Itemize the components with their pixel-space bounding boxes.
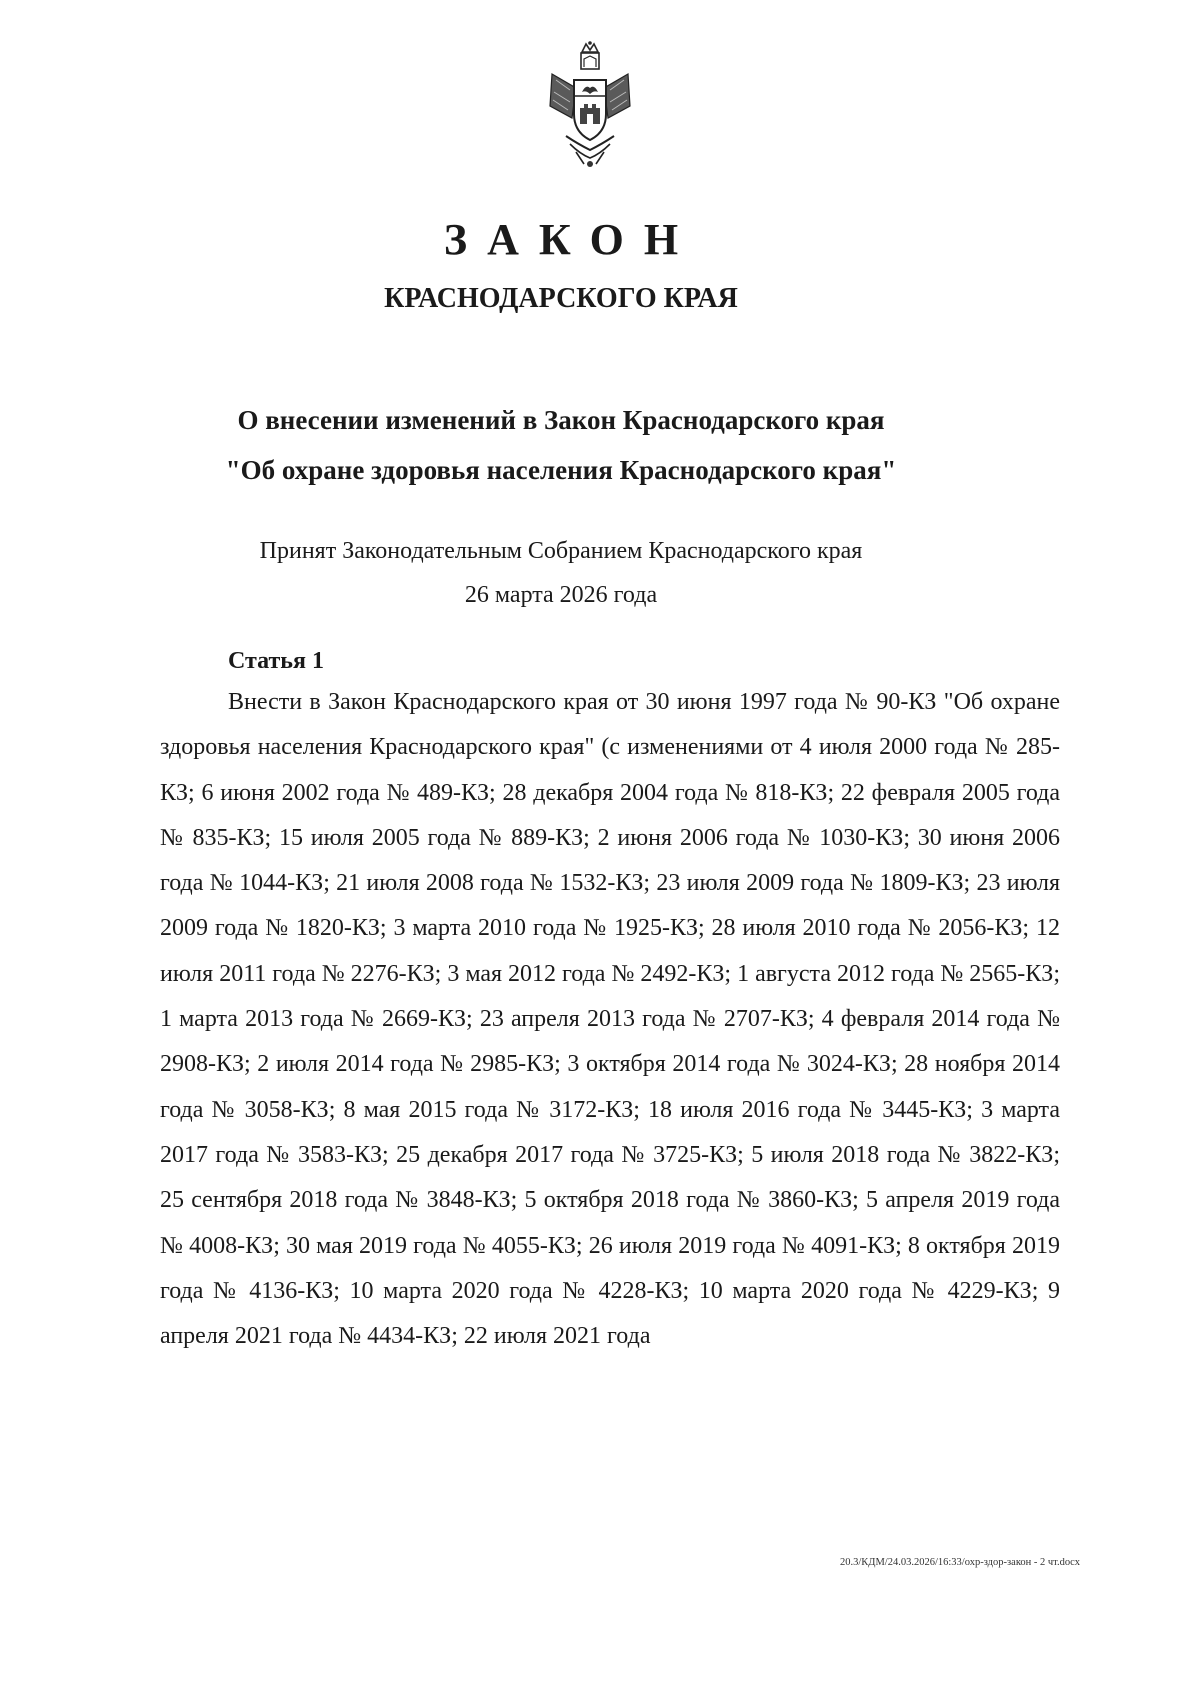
document-title-line-2: "Об охране здоровья населения Краснодарского края": [225, 455, 897, 485]
file-reference: 20.3/КДМ/24.03.2026/16:33/охр-здор-закон - 2 чт.docx: [840, 1557, 1080, 1568]
coat-of-arms-icon: [546, 40, 634, 170]
law-title: ЗАКОН: [443, 215, 699, 264]
article-heading: Статья 1: [228, 648, 324, 674]
document-title-line-1: О внесении изменений в Закон Краснодарского края: [237, 405, 885, 435]
adoption-statement: Принят Законодательным Собранием Краснодарского края: [259, 538, 863, 564]
adoption-date: 26 марта 2026 года: [464, 582, 658, 608]
article-body-text: Внести в Закон Краснодарского края от 30 июня 1997 года № 90-КЗ "Об охране здоровья населения Краснодарского края" (с изменениями от 4 июля 2000 года № 285-КЗ; 6 июня 2002 года № 489-КЗ; 28 декабря 2004 года № 818-КЗ; 22 февраля 2005 года № 835-КЗ; 15 июля 2005 года № 889-КЗ; 2 июня 2006 года № 1030-КЗ; 30 июня 2006 года № 1044-КЗ; 21 июля 2008 года № 1532-КЗ; 23 июля 2009 года № 1809-КЗ; 23 июля 2009 года № 1820-КЗ; 3 марта 2010 года № 1925-КЗ; 28 июля 2010 года № 2056-КЗ; 12 июля 2011 года № 2276-КЗ; 3 мая 2012 года № 2492-КЗ; 1 августа 2012 года № 2565-КЗ; 1 марта 2013 года № 2669-КЗ; 23 апреля 2013 года № 2707-КЗ; 4 февраля 2014 года № 2908-КЗ; 2 июля 2014 года № 2985-КЗ; 3 октября 2014 года № 3024-КЗ; 28 ноября 2014 года № 3058-КЗ; 8 мая 2015 года № 3172-КЗ; 18 июля 2016 года № 3445-КЗ; 3 марта 2017 года № 3583-КЗ; 25 декабря 2017 года № 3725-КЗ; 5 июля 2018 года № 3822-КЗ; 25 сентября 2018 года № 3848-КЗ; 5 октября 2018 года № 3860-КЗ; 5 апреля 2019 года № 4008-КЗ; 30 мая 2019 года № 4055-КЗ; 26 июля 2019 года № 4091-КЗ; 8 октября 2019 года № 4136-КЗ; 10 марта 2020 года № 4228-КЗ; 10 марта 2020 года № 4229-КЗ; 9 апреля 2021 года № 4434-КЗ; 22 июля 2021 года: [160, 689, 1060, 1350]
region-title: КРАСНОДАРСКОГО КРАЯ: [384, 283, 738, 314]
